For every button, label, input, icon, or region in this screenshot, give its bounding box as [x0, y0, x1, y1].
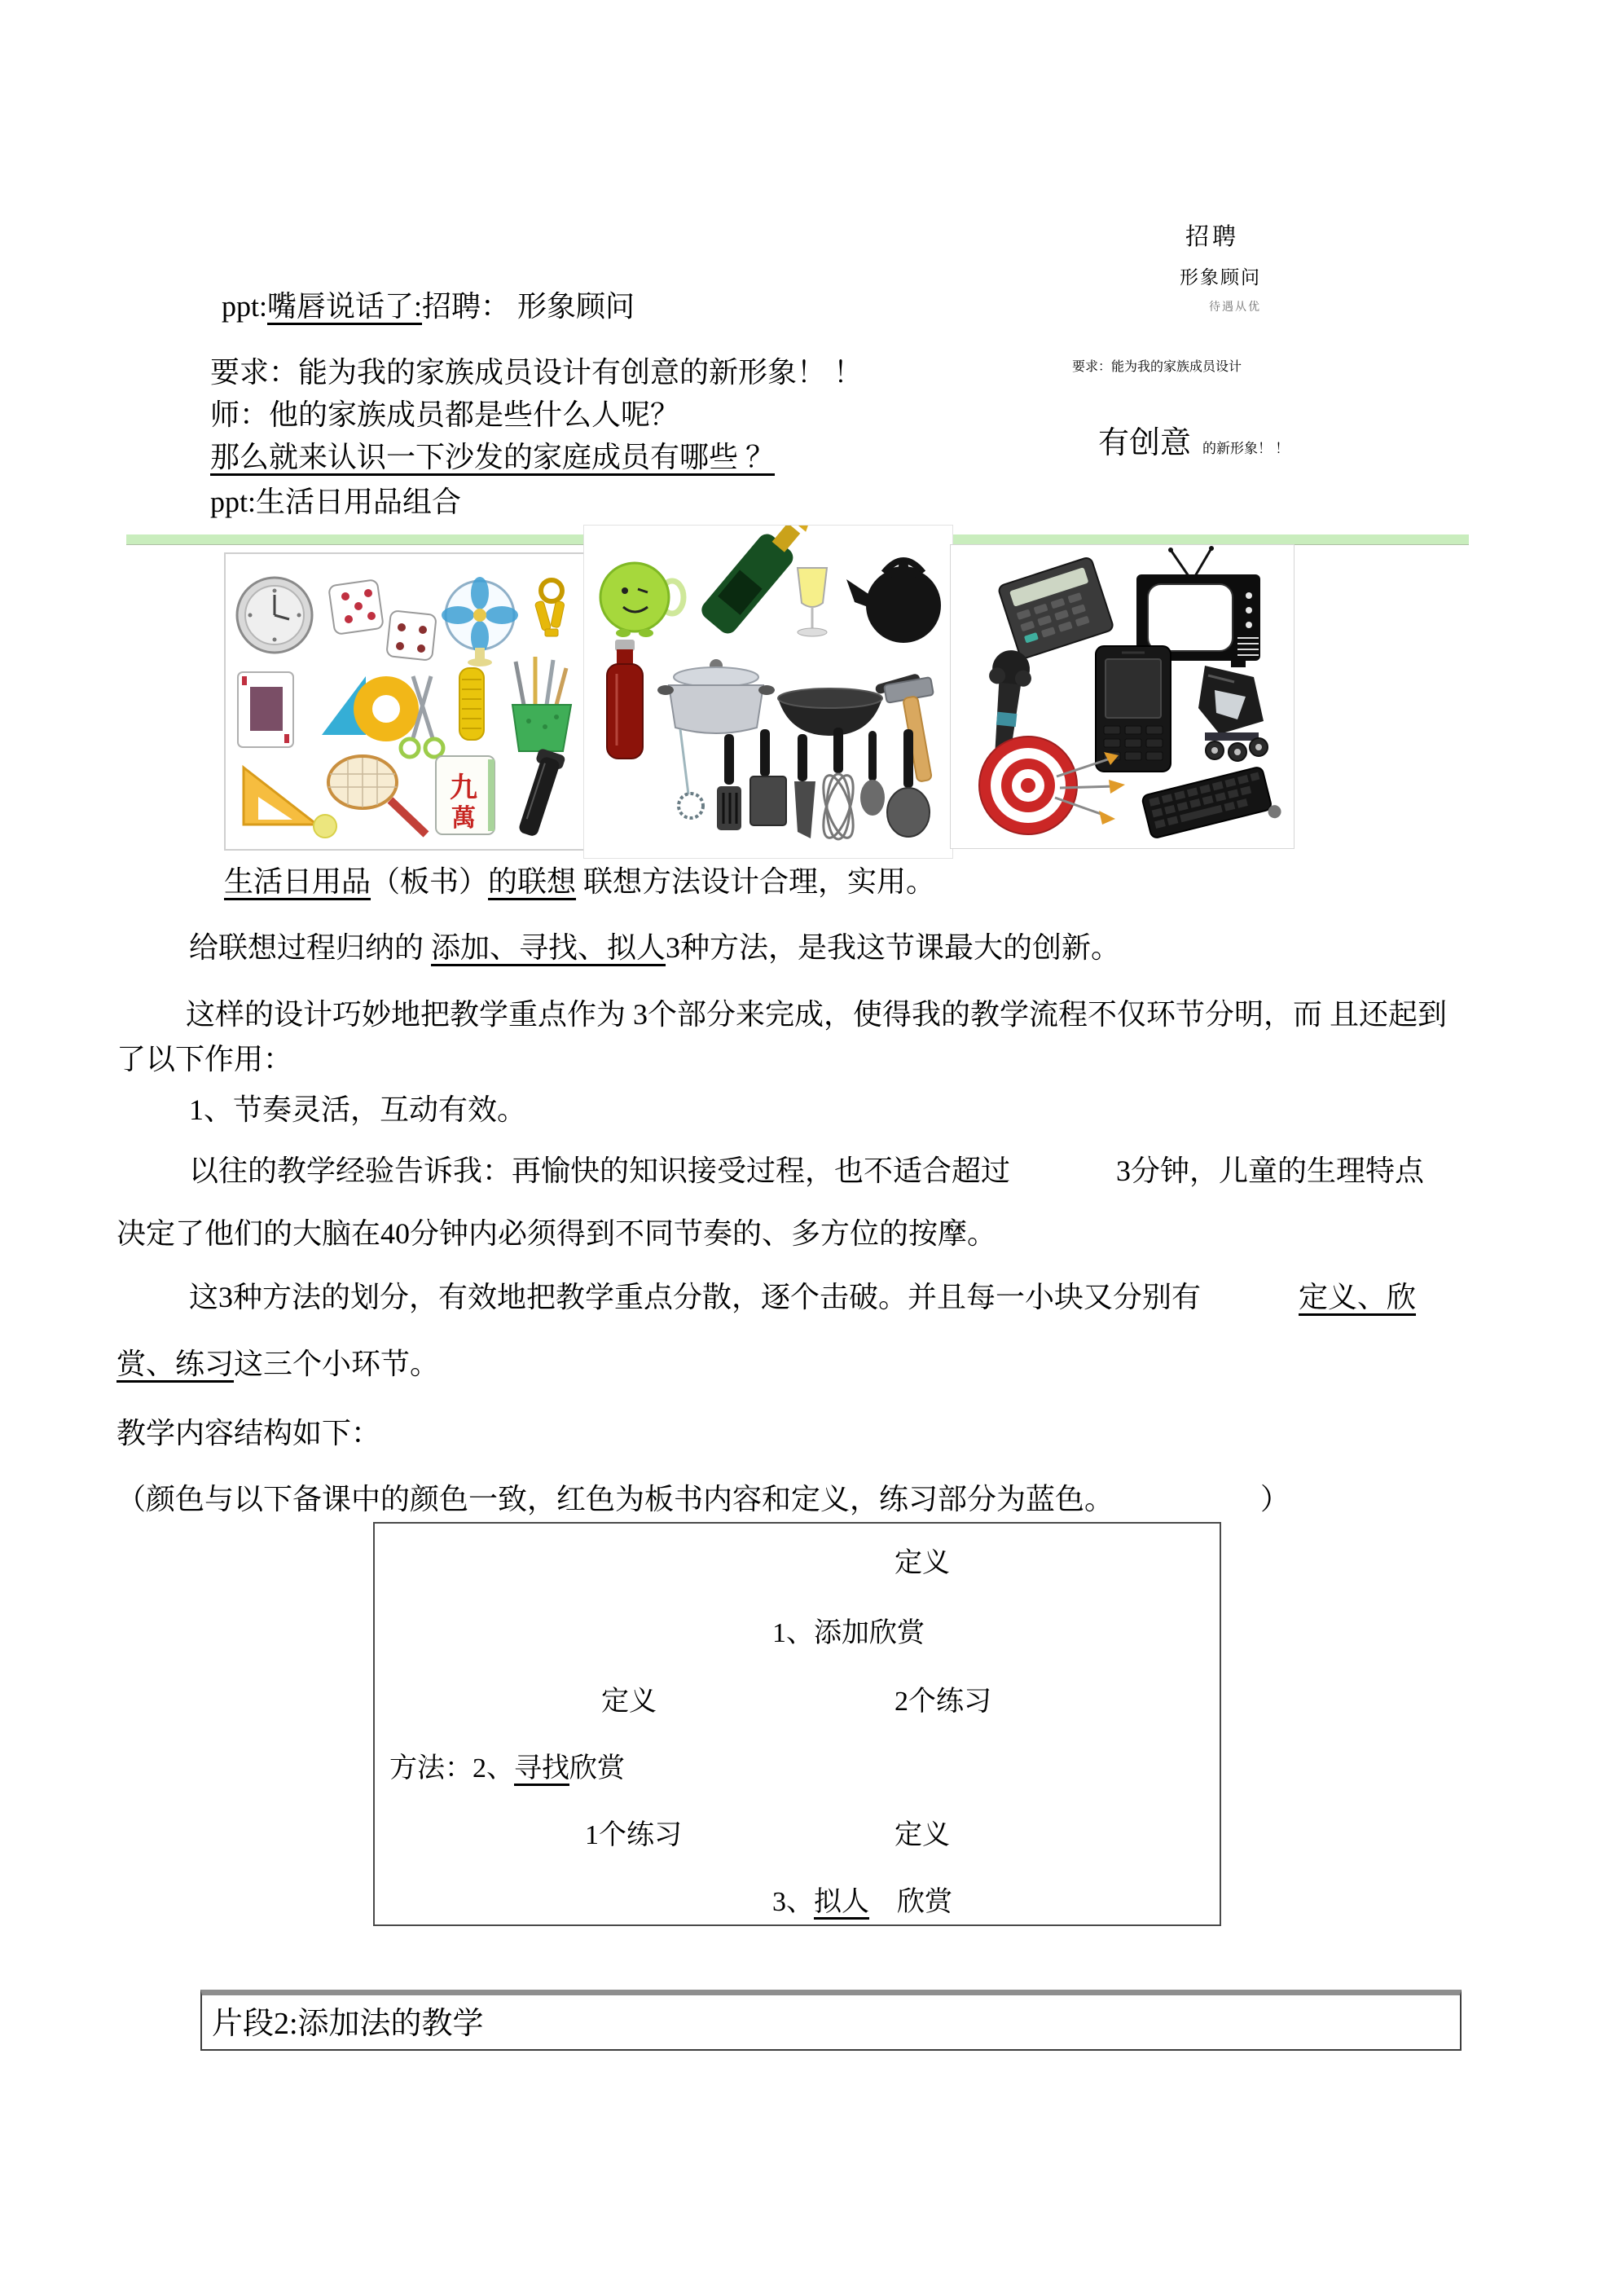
smiley-mug-icon: [600, 563, 684, 637]
poster-requirement: 要求：能为我的家族成员设计: [1072, 360, 1242, 374]
diagram-practice-2: 2个练习: [895, 1687, 991, 1717]
diagram-step-2: [389, 1745, 625, 1785]
diagram-step-2-underline: 寻找: [514, 1753, 569, 1784]
body-line-4: 了以下作用：: [116, 1043, 293, 1075]
spatula-icon: [717, 734, 741, 830]
diagram-step-1: 1、添加欣赏: [772, 1618, 925, 1648]
body-line-6: [189, 1155, 1424, 1188]
poster-highlight-suffix: 的新形象！ ！: [1202, 441, 1290, 456]
body-line-1-mid: （板书）: [371, 865, 489, 898]
poster-note: 待遇从优: [1209, 301, 1261, 314]
body-line-9-underline: 赏、练习: [116, 1348, 235, 1380]
body-line-2-rest: 3种方法，是我这节课最大的创新。: [666, 931, 1121, 964]
cooking-pot-icon: [657, 659, 775, 733]
body-line-10: 教学内容结构如下：: [116, 1417, 381, 1449]
intro-line-1-prefix: ppt:: [222, 290, 268, 323]
poster-title: 招聘: [1185, 224, 1240, 250]
body-line-11-close: ）: [1260, 1483, 1290, 1515]
intro-line-1: [222, 290, 635, 323]
diagram-practice-1: 1个练习: [585, 1820, 682, 1850]
body-line-11: [116, 1483, 1290, 1516]
wine-glass-icon: [798, 568, 827, 636]
body-line-1-underline-a: 生活日用品: [224, 865, 371, 898]
calculator-icon: [997, 556, 1114, 659]
playing-card-icon: [238, 672, 293, 747]
intro-line-3: 师：他的家族成员都是些什么人呢？: [210, 398, 680, 431]
body-line-1: [224, 865, 935, 899]
diagram-step-2-rest: 欣赏: [569, 1753, 625, 1784]
body-line-1-underline-b: 的联想: [488, 865, 577, 898]
body-line-6-post: 3分钟，儿童的生理特点: [1116, 1155, 1425, 1187]
keyboard-icon: [1141, 764, 1282, 848]
spoon-icon: [860, 731, 885, 816]
body-line-9: [116, 1348, 439, 1381]
mahjong-char-2: 萬: [451, 805, 476, 832]
intro-line-2: 要求：能为我的家族成员设计有创意的新形象！ ！: [210, 356, 864, 389]
body-line-9-rest: 这三个小环节。: [234, 1348, 440, 1380]
pen-holder-icon: [512, 657, 571, 751]
body-line-5: 1、节奏灵活，互动有效。: [189, 1093, 527, 1126]
diagram-step-2-pre: 方法：2、: [389, 1753, 514, 1784]
body-line-8: [189, 1281, 1416, 1314]
whisk-icon: [817, 728, 859, 841]
brush-icon: [679, 729, 703, 818]
justify-gap: [1010, 1180, 1116, 1181]
intro-line-5: ppt:生活日用品组合: [210, 486, 462, 518]
comb-icon: [459, 668, 484, 740]
body-line-11-pre: （颜色与以下备课中的颜色一致，红色为板书内容和定义，练习部分为蓝色。: [116, 1483, 1114, 1515]
justify-gap: [1201, 1306, 1299, 1307]
cola-bottle-icon: [607, 640, 643, 759]
mahjong-tile-icon: [436, 756, 495, 834]
intro-line-1-rest: 招聘： 形象顾问: [422, 290, 635, 323]
tennis-racket-icon: [314, 756, 426, 838]
stationery-toys-photo: [224, 552, 596, 851]
diagram-step-3-pre: 3、: [772, 1887, 814, 1917]
structure-diagram-box: [373, 1522, 1221, 1926]
roller-skate-icon: [1198, 666, 1268, 761]
body-line-8-underline: 定义、欣: [1299, 1281, 1417, 1313]
kitchenware-photo: [583, 525, 953, 859]
tennis-ball-icon: [314, 815, 336, 838]
justify-gap: [1114, 1508, 1260, 1509]
kitchenware-collage-svg: [584, 526, 952, 858]
stationery-collage-svg: [226, 554, 594, 849]
set-square-icon: [244, 768, 317, 825]
protractor-icon: [354, 676, 419, 741]
intro-line-1-underline: 嘴唇说话了:: [267, 290, 423, 323]
poster-subtitle: 形象顾问: [1180, 267, 1261, 288]
diagram-step-3-underline: 拟人: [814, 1887, 869, 1917]
intro-line-4-underline: 那么就来认识一下沙发的家庭成员有哪些 ？: [210, 441, 776, 473]
electronics-photo: [950, 544, 1295, 849]
diagram-step-3: [772, 1879, 952, 1919]
diagram-step-3-rest: 欣赏: [869, 1887, 952, 1917]
teapot-icon: [846, 561, 941, 643]
cleaver-icon: [750, 729, 786, 825]
diagram-definition-top: 定义: [895, 1548, 950, 1578]
body-line-2-underline: 添加、寻找、拟人: [431, 931, 666, 964]
body-line-2-pre: 给联想过程归纳的: [189, 931, 432, 964]
diagram-definition-mid: 定义: [601, 1687, 657, 1717]
electric-fan-icon: [442, 577, 518, 666]
keys-icon: [534, 580, 565, 636]
body-line-3: 这样的设计巧妙地把教学重点作为 3个部分来完成，使得我的教学流程不仅环节分明，而 且还起到: [186, 998, 1448, 1031]
body-line-2: [189, 931, 1120, 965]
section-title: 片段2:添加法的教学: [212, 2007, 484, 2041]
body-line-8-pre: 这3种方法的划分，有效地把教学重点分散，逐个击破。并且每一小块又分别有: [189, 1281, 1202, 1313]
body-line-7: 决定了他们的大脑在40分钟内必须得到不同节奏的、多方位的按摩。: [116, 1217, 997, 1250]
poster-highlight: 有创意: [1098, 426, 1192, 460]
body-line-6-pre: 以往的教学经验告诉我：再愉快的知识接受过程，也不适合超过: [189, 1155, 1011, 1187]
mahjong-char-1: 九: [450, 773, 477, 803]
flashlight-icon: [513, 748, 566, 838]
knife-icon: [794, 734, 815, 838]
hammer-icon: [884, 677, 948, 785]
poster-highlight-line: [1098, 417, 1289, 462]
diagram-definition-bottom: 定义: [895, 1820, 950, 1850]
electronics-collage-svg: [951, 545, 1294, 848]
body-line-1-rest: 联想方法设计合理，实用。: [576, 865, 936, 898]
dice-icon: [328, 579, 437, 661]
intro-line-4: [210, 441, 775, 474]
clock-icon: [237, 578, 312, 653]
